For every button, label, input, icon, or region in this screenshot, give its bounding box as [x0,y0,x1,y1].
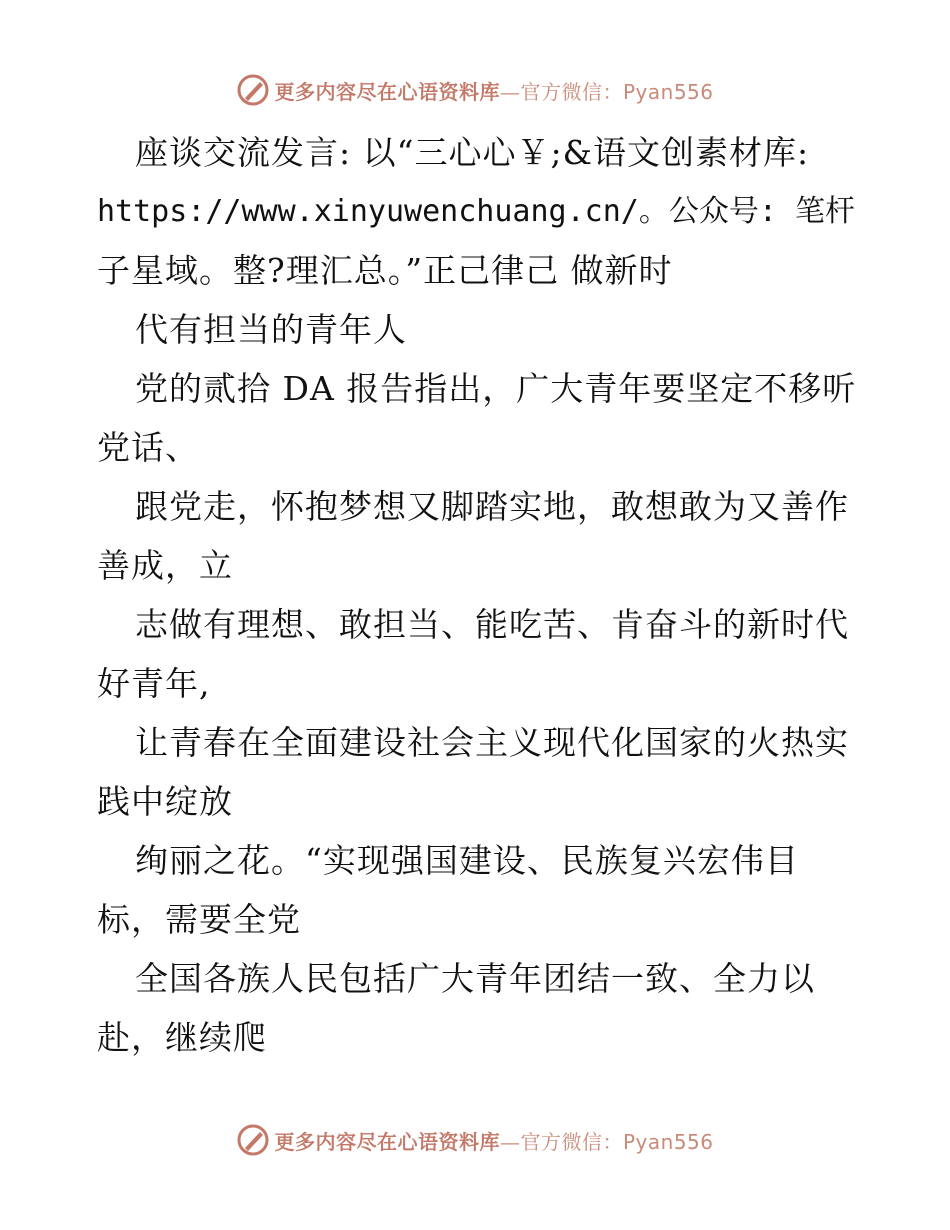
paragraph-line: 好青年, [97,664,211,703]
footer-watermark [0,1120,950,1160]
watermark-text [274,76,713,105]
paragraph-line: 跟党走，怀抱梦想又脚踏实地，敢想敢为又善作 [135,487,849,526]
paragraph-line: 党话、 [97,428,199,467]
paragraph-line: 子星域。整?理汇总。”正己律己 做新时 [97,251,673,290]
watermark-id: Pyan556 [622,79,714,104]
paragraph-line: 践中绽放 [97,782,233,821]
paragraph-line: 让青春在全面建设社会主义现代化国家的火热实 [135,723,849,762]
pen-circle-logo-icon [236,73,270,107]
document-body [97,123,857,1067]
watermark-text [274,1126,713,1155]
pen-circle-logo-icon [236,1123,270,1157]
header-watermark [0,70,950,110]
watermark-official: 官方微信： [520,79,623,104]
paragraph-line: https://www.xinyuwenchuang.cn/。公众号: 笔杆 [97,194,855,229]
watermark-id: Pyan556 [622,1129,714,1154]
watermark-separator: — [499,1129,521,1154]
paragraph-line: 座谈交流发言: 以“三心心￥;&语文创素材库: [135,133,810,172]
watermark-main: 更多内容尽在心语资料库 [274,79,500,104]
paragraph-line: 全国各族人民包括广大青年团结一致、全力以 [135,959,815,998]
paragraph-line: 代有担当的青年人 [135,310,407,349]
watermark-main: 更多内容尽在心语资料库 [274,1129,500,1154]
paragraph-line: 志做有理想、敢担当、能吃苦、肯奋斗的新时代 [135,605,849,644]
paragraph-line: 善成，立 [97,546,233,585]
paragraph-line: 赴，继续爬 [97,1018,267,1057]
watermark-separator: — [499,79,521,104]
paragraph-line: 标，需要全党 [97,900,301,939]
paragraph-line: 党的贰拾 DA 报告指出，广大青年要坚定不移听 [135,369,857,408]
watermark-official: 官方微信： [520,1129,623,1154]
paragraph-line: 绚丽之花。“实现强国建设、民族复兴宏伟目 [135,841,799,880]
